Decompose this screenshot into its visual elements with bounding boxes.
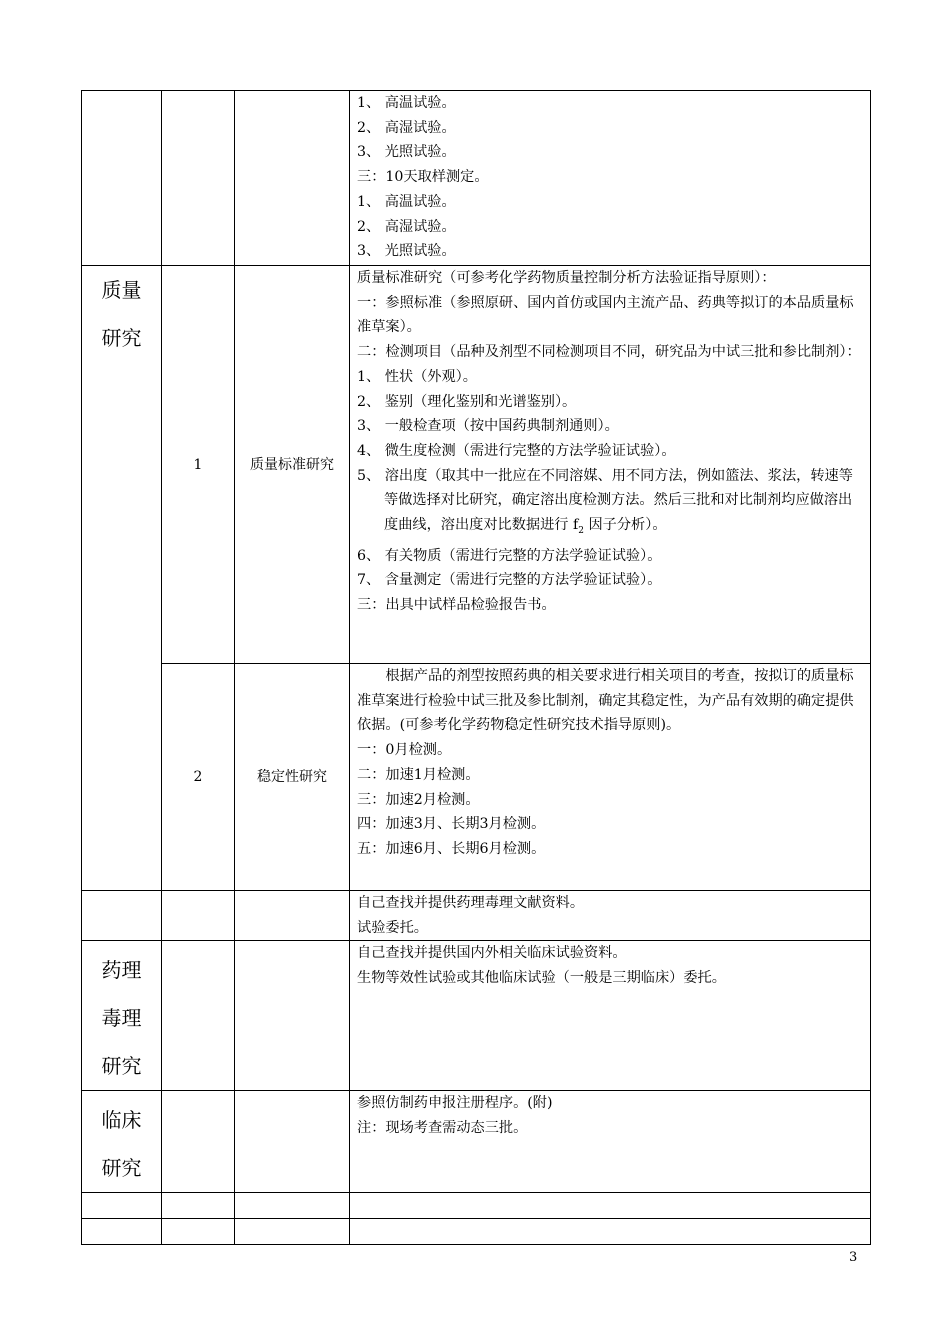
table-row — [82, 266, 871, 664]
content-cell — [350, 91, 871, 266]
content-cell — [350, 941, 871, 1091]
content-line: 4、 微生度检测（需进行完整的方法学验证试验）。 — [357, 442, 676, 459]
number-cell — [162, 891, 235, 941]
item-name: 质量标准研究 — [235, 266, 350, 664]
content-line: 2、 鉴别（理化鉴别和光谱鉴别）。 — [357, 393, 577, 410]
content-cell — [350, 266, 871, 664]
category-text: 质量 — [101, 278, 142, 302]
content-line: 3、 光照试验。 — [357, 243, 456, 260]
f2-subscript: 2 — [578, 526, 584, 537]
content-line: 二：检测项目（品种及剂型不同检测项目不同，研究品为中试三批和参比制剂）： — [357, 344, 861, 361]
empty-cell — [162, 1219, 235, 1245]
table-row — [82, 1193, 871, 1219]
category-text: 毒理 — [101, 1006, 142, 1031]
content-line: 试验委托。 — [357, 919, 428, 936]
table-row — [82, 1219, 871, 1245]
content-line — [357, 464, 864, 544]
content-line: 一：参照标准（参照原研、国内首仿或国内主流产品、药典等拟订的本品质量标准草案）。 — [357, 294, 854, 336]
content-line: 参照仿制药申报注册程序。(附) — [357, 1095, 553, 1112]
category-clinical-research — [82, 1091, 162, 1193]
content-cell — [350, 891, 871, 941]
number-cell — [162, 91, 235, 266]
empty-cell — [350, 1219, 871, 1245]
category-quality-research — [82, 266, 162, 891]
content-paragraph: 根据产品的剂型按照药典的相关要求进行相关项目的考查，按拟订的质量标准草案进行检验中试三批及参比制剂，确定其稳定性，为产品有效期的确定提供依据。(可参考化学药物稳定性研究技术指导原则)。 — [357, 668, 854, 734]
content-line: 四：加速3月、长期3月检测。 — [357, 816, 546, 833]
content-line: 3、 一般检查项（按中国药典制剂通则）。 — [357, 418, 619, 435]
empty-cell — [235, 1219, 350, 1245]
content-cell — [350, 664, 871, 891]
content-line: 6、 有关物质（需进行完整的方法学验证试验）。 — [357, 547, 662, 564]
item-cell — [235, 891, 350, 941]
item-cell — [235, 941, 350, 1091]
item-number: 2 — [162, 664, 235, 891]
empty-cell — [82, 1193, 162, 1219]
empty-cell — [162, 1193, 235, 1219]
content-line: 五：加速6月、长期6月检测。 — [357, 840, 546, 857]
content-line: 1、 高温试验。 — [357, 95, 456, 111]
content-line: 注：现场考查需动态三批。 — [357, 1120, 528, 1137]
content-line: 1、 高温试验。 — [357, 193, 456, 210]
content-line: 三：出具中试样品检验报告书。 — [357, 597, 556, 614]
content-line: 7、 含量测定（需进行完整的方法学验证试验）。 — [357, 572, 662, 589]
category-text: 临床 — [101, 1108, 142, 1133]
category-text: 研究 — [101, 326, 142, 350]
empty-cell — [350, 1193, 871, 1219]
item-name: 稳定性研究 — [235, 664, 350, 891]
content-line: 自己查找并提供药理毒理文献资料。 — [357, 895, 585, 911]
number-cell — [162, 1091, 235, 1193]
content-line: 三：10天取样测定。 — [357, 169, 489, 186]
content-line: 一：0月检测。 — [357, 742, 452, 759]
table-row — [82, 91, 871, 266]
content-line: 3、 光照试验。 — [357, 144, 456, 161]
item-cell — [235, 1091, 350, 1193]
table-row — [82, 664, 871, 891]
category-text: 研究 — [101, 1054, 142, 1079]
table-row — [82, 1091, 871, 1193]
empty-cell — [82, 1219, 162, 1245]
content-line: 2、 高湿试验。 — [357, 218, 456, 235]
content-line: 三：加速2月检测。 — [357, 791, 480, 808]
research-plan-table — [81, 90, 871, 1245]
table-row — [82, 891, 871, 941]
category-pharm-tox-research — [82, 941, 162, 1091]
dissolution-text: 5、 溶出度（取其中一批应在不同溶媒、用不同方法，例如篮法、浆法，转速等等做选择对比研究，确定溶出度检测方法。然后三批和对比制剂均应做溶出度曲线，溶出度对比数据进行 — [357, 467, 853, 534]
content-line: 生物等效性试验或其他临床试验（一般是三期临床）委托。 — [357, 970, 726, 987]
item-cell — [235, 91, 350, 266]
empty-cell — [235, 1193, 350, 1219]
category-text: 药理 — [101, 958, 142, 983]
content-cell — [350, 1091, 871, 1193]
content-line: 2、 高湿试验。 — [357, 119, 456, 136]
dissolution-tail: 因子分析）。 — [588, 517, 667, 534]
content-line: 二：加速1月检测。 — [357, 766, 480, 783]
content-line: 自己查找并提供国内外相关临床试验资料。 — [357, 945, 627, 962]
page-number: 3 — [849, 1250, 858, 1265]
content-line: 1、 性状（外观）。 — [357, 368, 477, 385]
content-line: 质量标准研究（可参考化学药物质量控制分析方法验证指导原则）： — [357, 270, 776, 286]
item-number: 1 — [162, 266, 235, 664]
f2-symbol: f — [572, 517, 579, 534]
category-cell — [82, 91, 162, 266]
table-row — [82, 941, 871, 1091]
category-text: 研究 — [101, 1156, 142, 1181]
number-cell — [162, 941, 235, 1091]
category-cell — [82, 891, 162, 941]
